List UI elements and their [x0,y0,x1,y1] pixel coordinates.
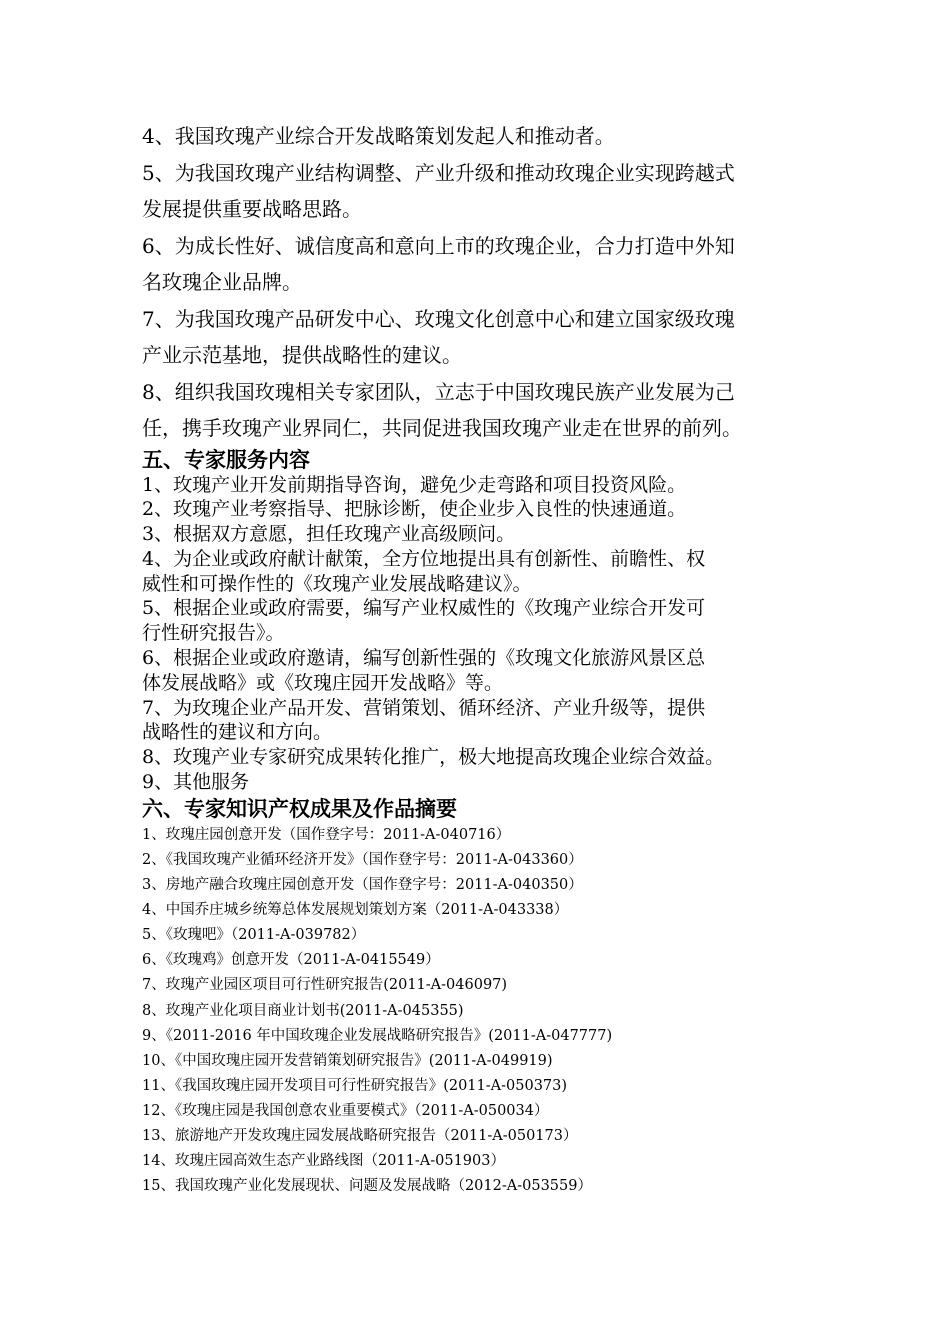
service-list [142,473,822,795]
ip-work-item: 12、《玫瑰庄园是我国创意农业重要模式》（2011-A-050034） [142,1102,549,1119]
ip-work-item: 9、《2011-2016 年中国玫瑰企业发展战略研究报告》(2011-A-047777) [142,1027,613,1044]
intro-line: 4、我国玫瑰产业综合开发战略策划发起人和推动者。 [142,124,615,148]
intro-line: 7、为我国玫瑰产品研发中心、玫瑰文化创意中心和建立国家级玫瑰 [142,306,735,331]
ip-work-item: 7、玫瑰产业园区项目可行性研究报告(2011-A-046097) [142,977,508,994]
ip-work-item: 14、玫瑰庄园高效生态产业路线图（2011-A-051903） [142,1153,505,1170]
intro-line: 产业示范基地，提供战略性的建议。 [142,343,462,367]
intro-line: 名玫瑰企业品牌。 [142,270,302,294]
ip-work-item: 1、玫瑰庄园创意开发（国作登字号：2011-A-040716） [142,826,511,843]
ip-work-item: 13、旅游地产开发玫瑰庄园发展战略研究报告（2011-A-050173） [142,1127,578,1144]
ip-work-item: 15、我国玫瑰产业化发展现状、问题及发展战略（2012-A-053559） [142,1178,592,1195]
service-line: 5、根据企业或政府需要，编写产业权威性的《玫瑰产业综合开发可 [142,597,706,620]
section-heading-ip-works: 六、专家知识产权成果及作品摘要 [142,795,457,821]
ip-work-item: 4、中国乔庄城乡统筹总体发展规划策划方案（2011-A-043338） [142,902,569,919]
service-line: 9、其他服务 [142,771,250,794]
ip-work-item: 2、《我国玫瑰产业循环经济开发》（国作登字号：2011-A-043360） [142,851,583,868]
ip-works-list [142,823,822,1199]
document-page [142,118,822,1199]
service-line: 7、为玫瑰企业产品开发、营销策划、循环经济、产业升级等，提供 [142,696,706,719]
intro-list [142,118,822,447]
service-line: 2、玫瑰产业考察指导、把脉诊断，使企业步入良性的快速通道。 [142,498,687,521]
service-line: 4、为企业或政府献计献策，全方位地提出具有创新性、前瞻性、权 [142,547,706,570]
service-line: 战略性的建议和方向。 [142,721,333,744]
service-line: 行性研究报告》。 [142,622,285,645]
ip-work-item: 10、《中国玫瑰庄园开发营销策划研究报告》(2011-A-049919) [142,1052,553,1069]
ip-work-item: 8、玫瑰产业化项目商业计划书(2011-A-045355) [142,1002,464,1019]
ip-work-item: 11、《我国玫瑰庄园开发项目可行性研究报告》(2011-A-050373) [142,1077,568,1094]
ip-work-item: 5、《玫瑰吧》（2011-A-039782） [142,927,366,944]
intro-line: 发展提供重要战略思路。 [142,197,362,221]
ip-work-item: 6、《玫瑰鸡》创意开发（2011-A-0415549） [142,952,440,969]
ip-work-item: 3、房地产融合玫瑰庄园创意开发（国作登字号：2011-A-040350） [142,877,583,894]
service-line: 体发展战略》或《玫瑰庄园开发战略》等。 [142,671,504,694]
service-line: 6、根据企业或政府邀请，编写创新性强的《玫瑰文化旅游风景区总 [142,647,706,670]
intro-line: 5、为我国玫瑰产业结构调整、产业升级和推动玫瑰企业实现跨越式 [142,160,735,185]
service-line: 威性和可操作性的《玫瑰产业发展战略建议》。 [142,572,532,595]
service-line: 8、玫瑰产业专家研究成果转化推广，极大地提高玫瑰企业综合效益。 [142,746,725,769]
section-heading-services: 五、专家服务内容 [142,446,310,472]
intro-line: 8、组织我国玫瑰相关专家团队，立志于中国玫瑰民族产业发展为己 [142,379,735,404]
intro-line: 6、为成长性好、诚信度高和意向上市的玫瑰企业，合力打造中外知 [142,233,735,258]
service-line: 1、玫瑰产业开发前期指导咨询，避免少走弯路和项目投资风险。 [142,473,687,496]
intro-line: 任，携手玫瑰产业界同仁，共同促进我国玫瑰产业走在世界的前列。 [142,416,742,440]
service-line: 3、根据双方意愿，担任玫瑰产业高级顾问。 [142,523,516,546]
